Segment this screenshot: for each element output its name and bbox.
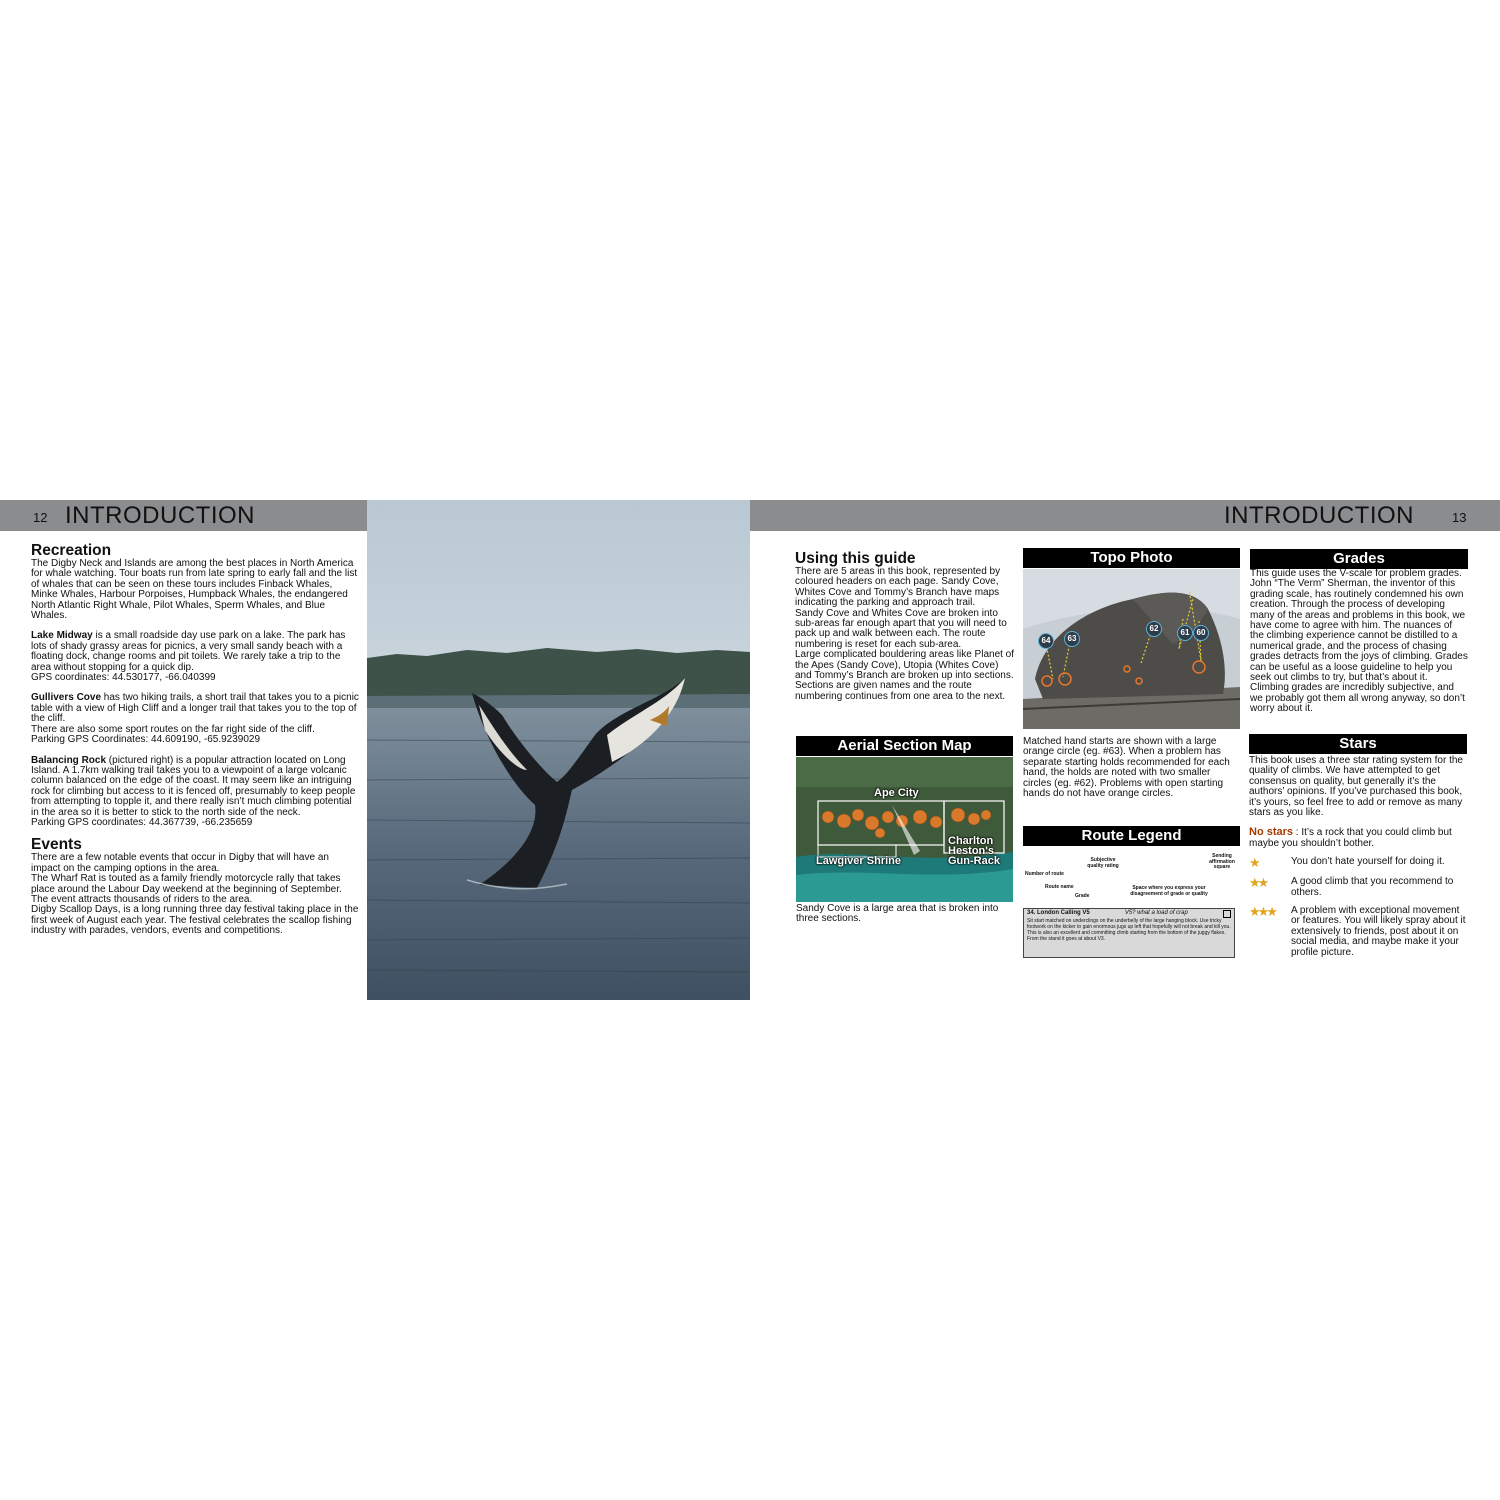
- aerial-map-section: [796, 736, 1013, 935]
- topo-marker-63: 63: [1064, 631, 1080, 647]
- aerial-map-heading: Aerial Section Map: [796, 736, 1013, 756]
- topo-photo-caption: Matched hand starts are shown with a large orange circle (eg. #63). When a problem has separate starting holds recommended for each hand, the holds are noted with two smaller circles (eg. #62). Problems with open starting hands do not have orange circles.: [1023, 736, 1230, 800]
- route-legend-heading: Route Legend: [1023, 826, 1240, 846]
- balancing-rock-name: Balancing Rock: [31, 754, 107, 766]
- two-star-text: A good climb that you recommend to others.: [1291, 876, 1454, 898]
- left-page-title: INTRODUCTION: [65, 502, 255, 529]
- one-star-icon: ★: [1249, 855, 1258, 871]
- aerial-map-caption: Sandy Cove is a large area that is broken into three sections.: [796, 903, 999, 925]
- route-example-desc-2: This is also an excellent and committing climb starting from the bottom of the juggy flakes. From the stand it goes at about V3.: [1027, 930, 1226, 942]
- topo-photo-section: [1023, 548, 1240, 809]
- two-star-row: [1249, 877, 1467, 898]
- grades-text: This guide uses the V-scale for problem grades.: [1250, 568, 1462, 579]
- route-legend-section: [1023, 826, 1240, 966]
- grades-section: [1250, 549, 1468, 715]
- tag-quality-rating: Subjective quality rating: [1087, 857, 1119, 869]
- one-star-text: You don’t hate yourself for doing it.: [1291, 856, 1445, 868]
- book-spread: [0, 500, 1500, 1000]
- route-legend-figure: [1023, 846, 1240, 964]
- right-header-bar: [750, 500, 1500, 531]
- whale-tail-photo: [367, 500, 750, 1000]
- balancing-rock-paragraph: [31, 756, 361, 818]
- right-page-title: INTRODUCTION: [1224, 502, 1414, 529]
- events-text: There are a few notable events that occur in Digby that will have an impact on the camping options in the area.: [31, 852, 329, 874]
- topo-marker-64: 64: [1038, 633, 1054, 649]
- left-page-number: 12: [33, 510, 48, 525]
- tag-number-of-route: Number of route: [1025, 871, 1064, 877]
- right-page-number: 13: [1452, 510, 1467, 525]
- recreation-heading: Recreation: [31, 542, 112, 559]
- label-ape-city: Ape City: [874, 787, 919, 799]
- stars-section: [1249, 734, 1467, 958]
- route-example-note: V5? what a load of crap: [1124, 910, 1188, 916]
- lake-midway-paragraph: [31, 631, 361, 673]
- left-text-column: [31, 542, 361, 937]
- three-star-text: A problem with exceptional movement or features. You will likely spray about it extensively to friends, post about it on social media, and maybe make it your profile picture.: [1291, 905, 1466, 958]
- using-guide-text: There are 5 areas in this book, represented by coloured headers on each page. Sandy Cove, Whites Cove and Tommy’s Branch have maps indicating the parking and approach trail.: [795, 566, 1001, 609]
- route-example-title: 34. London Calling V5: [1027, 910, 1090, 916]
- using-guide-text-2: Sandy Cove and Whites Cove are broken into sub-areas far enough apart that you will need to pack up and walk between each. The route numbering is reset for each sub-area.: [795, 607, 1007, 650]
- stars-heading: Stars: [1249, 734, 1467, 754]
- one-star-row: [1249, 857, 1467, 869]
- label-lawgiver-shrine: Lawgiver Shrine: [816, 855, 901, 867]
- no-stars-row: [1249, 827, 1467, 849]
- sending-square-box[interactable]: [1223, 910, 1231, 918]
- lake-midway-name: Lake Midway: [31, 630, 93, 642]
- lake-midway-text: is a small roadside day use park on a lake. The park has lots of shady grassy areas for picnics, a very small sandy beach with a floating dock, change rooms and pit toilets. We rarely take a trip to the area without stopping for a quick dip.: [31, 630, 346, 673]
- gullivers-cove-text: has two hiking trails, a short trail that takes you to a picnic table with a view of High Cliff and a longer trail that takes you to the top of the cliff.: [31, 692, 359, 725]
- left-header-bar: [0, 500, 367, 531]
- two-star-icon: ★★: [1249, 875, 1267, 891]
- using-guide-section: [795, 550, 1015, 702]
- topo-photo-heading: Topo Photo: [1023, 548, 1240, 568]
- topo-photo-image: [1023, 569, 1240, 729]
- lake-midway-gps: GPS coordinates: 44.530177, -66.040399: [31, 672, 216, 684]
- grades-heading: Grades: [1250, 549, 1468, 569]
- three-star-icon: ★★★: [1249, 904, 1275, 920]
- gullivers-cove-text-2: There are also some sport routes on the far right side of the cliff.: [31, 723, 315, 735]
- tag-sending-square: Sending affirmation square: [1209, 853, 1235, 870]
- events-text-3: Digby Scallop Days, is a long running three day festival taking place in the first week of August each year. The festival celebrates the scallop fishing industry with parades, vendors, events and competitions.: [31, 904, 359, 937]
- events-text-2: The Wharf Rat is touted as a family friendly motorcycle rally that takes place around the Labour Day weekend at the beginning of September. The event attracts thousands of riders to the area.: [31, 873, 342, 905]
- tag-disagreement-space: Space where you express your disagreement of grade or quality: [1130, 885, 1208, 897]
- tag-grade: Grade: [1075, 893, 1090, 899]
- aerial-map-image: [796, 757, 1013, 902]
- events-heading: Events: [31, 836, 82, 854]
- route-example-desc: Sit start matched on underclings on the underbelly of the large hanging block. Use tricky footwork on the kicker to gain enormous jugs up left that hopefully will not break and kill you.: [1027, 918, 1231, 930]
- label-charlton-hestons-gun-rack: Charlton Heston's Gun-Rack: [948, 835, 1000, 867]
- using-guide-text-3: Large complicated bouldering areas like Planet of the Apes (Sandy Cove), Utopia (Whites Cove) and Tommy’s Branch are broken up into sections. Sections are given names and the route numbering continues from one area to the next.: [795, 649, 1015, 702]
- balancing-rock-text: (pictured right) is a popular attraction located on Long Island. A 1.7km walking trail takes you to a viewpoint of a large volcanic column balanced on the edge of the coast. It may seem like an intriguing rock for climbing but access to it is fenced off, presumably to keep people from attempting to topple it, and there really isn’t much climbing potential in the area so it is better to stick to the north side of the neck.: [31, 754, 356, 818]
- no-stars-text: : It’s a rock that you could climb but maybe you shouldn’t bother.: [1249, 827, 1452, 849]
- no-stars-label: No stars: [1249, 826, 1294, 839]
- topo-marker-61: 61: [1177, 625, 1193, 641]
- gullivers-cove-name: Gullivers Cove: [31, 692, 102, 704]
- gullivers-cove-paragraph: [31, 693, 361, 724]
- tag-route-name: Route name: [1045, 884, 1074, 890]
- topo-marker-60: 60: [1193, 625, 1209, 641]
- balancing-rock-gps: Parking GPS coordinates: 44.367739, -66.235659: [31, 816, 253, 828]
- route-legend-example: [1023, 908, 1235, 958]
- three-star-row: [1249, 906, 1467, 958]
- stars-text: This book uses a three star rating system for the quality of climbs. We have attempted to get consensus on quality, but generally it’s the authors’ opinions. If you’ve purchased this book, it’s yours, so feel free to add or remove as many stars as you like.: [1249, 755, 1463, 819]
- grades-text-2: John “The Verm” Sherman, the inventor of this grading scale, has routinely condemned his own creation. Through the process of developing many of the areas and problems in this book, we have come to agree with him. The nuances of the climbing experience cannot be distilled to a numerical grade, and the process of chasing grades detracts from the joys of climbing. Grades can be useful as a loose guideline to help you seek out climbs to try, but that’s about it. Climbing grades are incredibly subjective, and we probably got them all wrong anyway, so don’t worry about it.: [1250, 578, 1468, 715]
- recreation-text: The Digby Neck and Islands are among the best places in North America for whale watching. Tour boats run from late spring to early fall and the list of whales that can be seen on these tours includes Finback Whales, Minke Whales, Harbour Porpoises, Humpback Whales, the endangered North Atlantic Right Whale, Pilot Whales, Sperm Whales, and Blue Whales.: [31, 558, 358, 622]
- gullivers-cove-gps: Parking GPS Coordinates: 44.609190, -65.9239029: [31, 734, 261, 746]
- using-guide-heading: Using this guide: [795, 550, 916, 567]
- topo-marker-62: 62: [1146, 621, 1162, 637]
